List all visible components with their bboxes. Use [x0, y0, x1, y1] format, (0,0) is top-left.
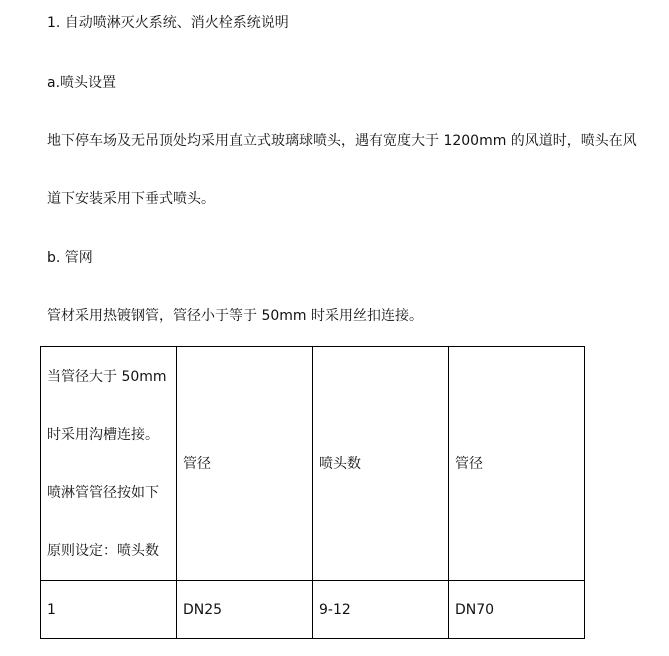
- header-first-line: 当管径大于 50mm: [47, 368, 167, 385]
- header-first-line: 原则设定：喷头数: [47, 542, 159, 559]
- table-header-cell: 管径: [449, 347, 585, 581]
- paragraph-pipe-material: 管材采用热镀钢管，管径小于等于 50mm 时采用丝扣连接。: [47, 308, 423, 324]
- header-first-line: 喷淋管管径按如下: [47, 484, 159, 501]
- table-header-cell: 管径: [177, 347, 313, 581]
- paragraph-sprinkler-line-1: 地下停车场及无吊顶处均采用直立式玻璃球喷头，遇有宽度大于 1200mm 的风道时，喷头在风: [47, 133, 637, 149]
- section-heading: 1. 自动喷淋灭火系统、消火栓系统说明: [47, 15, 289, 31]
- table-row: [41, 581, 585, 639]
- table-header-cell: 喷头数: [313, 347, 449, 581]
- table-cell: 9-12: [313, 581, 449, 639]
- table-header-first-cell: [41, 347, 177, 581]
- table-cell: DN70: [449, 581, 585, 639]
- table-cell: 1: [41, 581, 177, 639]
- header-first-line: 时采用沟槽连接。: [47, 426, 159, 443]
- table-header-row: [41, 347, 585, 581]
- subheading-pipe-network: b. 管网: [47, 250, 93, 266]
- paragraph-sprinkler-line-2: 道下安装采用下垂式喷头。: [47, 191, 215, 207]
- subheading-sprinkler-setup: a.喷头设置: [47, 75, 117, 91]
- pipe-size-table: [40, 346, 585, 639]
- table-cell: DN25: [177, 581, 313, 639]
